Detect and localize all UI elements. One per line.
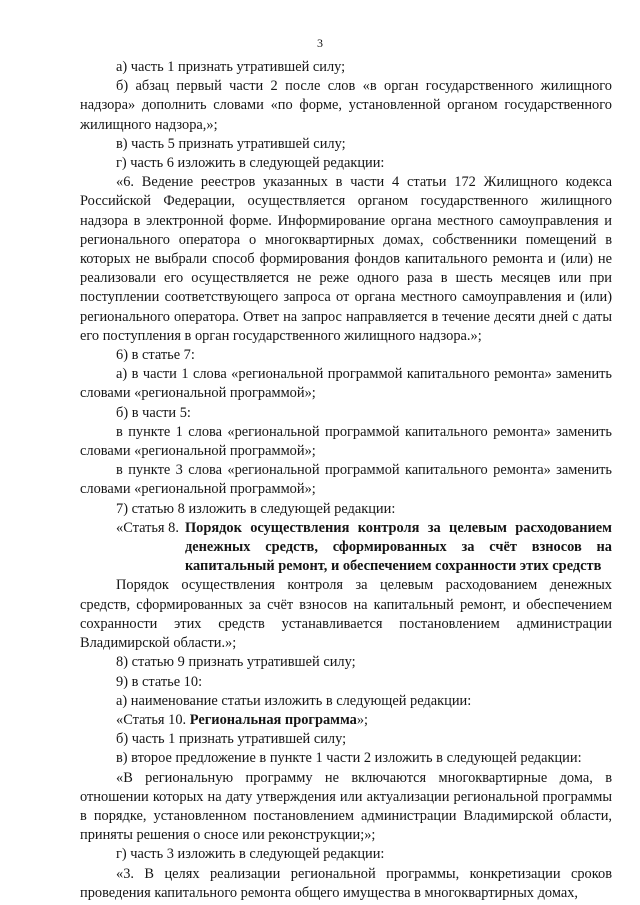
paragraph: а) наименование статьи изложить в следующей редакции: [116,692,472,709]
paragraph: в пункте 1 слова «региональной программой капитального ремонта» заменить словами «региональной программой»; [80,423,612,460]
paragraph: 6) в статье 7: [116,347,195,364]
paragraph: «В региональную программу не включаются многоквартирные дома, в отношении которых на дату утверждения или актуализации региональной программы в порядке, установленном постановлением администрации Владимирской области, приняты решения о сносе или реконструкции;»; [80,769,612,844]
paragraph: г) часть 3 изложить в следующей редакции: [116,846,385,863]
article-10-title: Региональная программа [189,711,357,728]
article-10-suffix: »; [356,711,369,728]
paragraph: 9) в статье 10: [116,673,203,690]
paragraph: б) часть 1 признать утратившей силу; [116,731,347,748]
article-10-heading [80,711,612,730]
paragraph: 7) статью 8 изложить в следующей редакции: [116,500,396,517]
paragraph: г) часть 6 изложить в следующей редакции: [116,155,385,172]
paragraph: в) второе предложение в пункте 1 части 2 изложить в следующей редакции: [116,750,582,767]
paragraph: в пункте 3 слова «региональной программой капитального ремонта» заменить словами «региональной программой»; [80,462,612,498]
article-10-prefix: «Статья 10. [116,711,190,728]
article-8-label: «Статья 8. [116,519,179,536]
paragraph: 8) статью 9 признать утратившей силу; [116,654,356,671]
paragraph: б) абзац первый части 2 после слов «в орган государственного жилищного надзора» дополнить словами «по форме, установленной органом государственного жилищного надзора,»; [80,78,612,133]
paragraph: Порядок осуществления контроля за целевым расходованием денежных средств, сформированных за счёт взносов на капитальный ремонт, и обеспечением сохранности этих средств устанавливается постановлением администрации Владимирской области.»; [80,577,612,652]
paragraph: б) в части 5: [116,404,191,421]
document-body [80,58,612,903]
article-8-title: Порядок осуществления контроля за целевым расходованием денежных средств, сформированных за счёт взносов на капитальный ремонт, и обеспечением сохранности этих средств [184,519,612,575]
paragraph: а) часть 1 признать утратившей силу; [116,59,346,75]
paragraph: в) часть 5 признать утратившей силу; [116,135,346,152]
article-8-heading [80,519,612,577]
paragraph: «6. Ведение реестров указанных в части 4 статьи 172 Жилищного кодекса Российской Федерации, осуществляется органом государственного жилищного надзора в электронной форме. Информирование органа местного самоуправления и регионального оператора о многоквартирных домах, собственники помещений в которых не выбрали способ формирования фондов капитального ремонта и (или) не реализовали его осуществляется не реже одного раза в шесть месяцев или при поступлении соответствующего запроса от органа местного самоуправления и (или) регионального оператора. Ответ на запрос направляется в течение десяти дней с даты его поступления в орган государственного жилищного надзора.»; [80,174,612,344]
paragraph: а) в части 1 слова «региональной программой капитального ремонта» заменить словами «региональной программой»; [80,366,612,402]
page-number: 3 [317,36,323,50]
paragraph: «3. В целях реализации региональной программы, конкретизации сроков проведения капитального ремонта общего имущества в многоквартирных домах, [80,865,612,901]
